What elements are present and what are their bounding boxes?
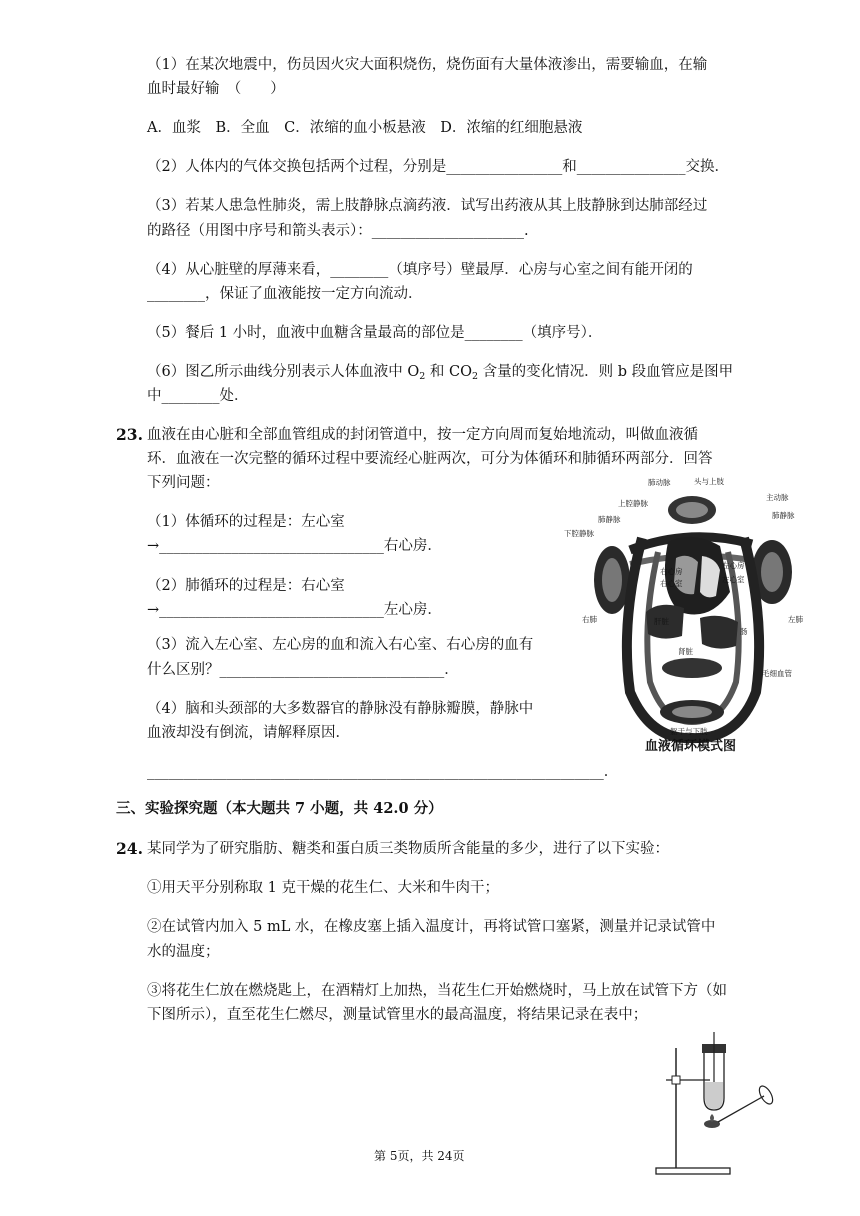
label-right-atrium: 右心房 [660,567,683,576]
q23-p3-line2: 什么区别？_______________________________． [147,662,459,678]
blood-circulation-diagram [560,472,818,754]
label-right-ventricle: 右心室 [660,579,683,588]
page-number: 第 5页，共 24页 [374,1149,465,1163]
q24-step3-line2: 下图所示），直至花生仁燃尽，测量试管里水的最高温度，将结果记录在表中； [147,1007,648,1023]
label-pulmonary-artery: 肺动脉 [648,478,671,487]
q23-number: 23. [116,425,143,444]
label-trunk: 躯干与下肢 [670,727,708,736]
q24-step2-line1: ②在试管内加入 5 mL 水，在橡皮塞上插入温度计，再将试管口塞紧，测量并记录试管中 [147,919,716,935]
q22-p3-line2: 的路径（用图中序号和箭头表示）：_____________________. [147,223,529,239]
q24-step2-line2: 水的温度； [147,944,220,960]
q22-p3-line1: （3）若某人患急性肺炎，需上肢静脉点滴药液．试写出药液从其上肢静脉到达肺部经过 [147,198,708,214]
section-title: 三、实验探究题（本大题共 7 小题，共 42.0 分） [116,800,443,817]
q23-p3-line1: （3）流入左心室、左心房的血和流入右心室、右心房的血有 [147,637,534,653]
q23-p2-line1: （2）肺循环的过程是：右心室 [147,578,345,594]
q23-p1-line1: （1）体循环的过程是：左心室 [147,514,345,530]
q23-p4-answer-line: _______________________________________________________________． [147,764,619,780]
label-left-lung: 左肺 [788,615,803,624]
q22-p6-line2: 中________处． [147,388,249,404]
label-right-lung: 右肺 [582,615,597,624]
label-left-atrium: 左心房 [722,561,745,570]
q23-intro-line3: 下列问题： [147,475,220,491]
q24-intro: 某同学为了研究脂肪、糖类和蛋白质三类物质所含能量的多少，进行了以下实验： [147,841,669,857]
q24-number: 24. [116,839,143,858]
q23-p4-line1: （4）脑和头颈部的大多数器官的静脉没有静脉瓣膜，静脉中 [147,701,534,717]
kidney-shape [662,658,722,678]
q22-p2: （2）人体内的气体交换包括两个过程，分别是________________和_______________交换． [147,159,729,175]
label-aorta: 主动脉 [766,493,789,502]
label-kidney: 肾脏 [678,647,693,656]
label-inferior-vena-cava: 下腔静脉 [564,529,594,538]
q24-step1: ①用天平分别称取 1 克干燥的花生仁、大米和牛肉干； [147,880,499,896]
q23-intro-line2: 环．血液在一次完整的循环过程中要流经心脏两次，可分为体循环和肺循环两部分．回答 [147,451,713,467]
label-head: 头与上肢 [694,477,724,486]
label-superior-vena-cava: 上腔静脉 [618,499,648,508]
q22-p1-line1: （1）在某次地震中，伤员因火灾大面积烧伤，烧伤面有大量体液渗出，需要输血，在输 [147,57,708,73]
stand-base [656,1168,730,1174]
label-pulmonary-vein-right: 肺静脉 [772,511,795,520]
water [705,1082,723,1109]
q23-p2-line2: →_______________________________左心房． [147,602,442,618]
label-capillary: 毛细血管 [762,669,792,678]
burning-apparatus-figure [648,1030,788,1180]
label-liver: 肝脏 [654,617,669,626]
q22-p4-line2: ________，保证了血液能按一定方向流动． [147,286,423,302]
label-pulmonary-vein-left: 肺静脉 [598,515,621,524]
q22-p5: （5）餐后 1 小时，血液中血糖含量最高的部位是________（填序号）． [147,325,603,341]
q23-p4-line2: 血液却没有倒流，请解释原因． [147,725,350,741]
q22-p6-text-b: 和 CO [425,364,472,380]
q22-p1-line2: 血时最好输 （ ） [147,81,285,97]
intestine-shape [700,616,738,649]
label-intestine: 肠 [740,627,748,636]
figure-caption: 血液循环模式图 [645,739,737,754]
q22-p6-line1 [147,362,733,387]
q22-p1-options: A．血浆 B．全血 C．浓缩的血小板悬液 D．浓缩的红细胞悬液 [147,120,583,136]
label-left-ventricle: 左心室 [722,575,745,584]
co2-subscript: 2 [471,371,479,382]
q23-intro-line1: 血液在由心脏和全部血管组成的封闭管道中，按一定方向周而复始地流动，叫做血液循 [147,427,698,443]
q22-p6-text-a: （6）图乙所示曲线分别表示人体血液中 O [147,364,420,380]
q22-p4-line1: （4）从心脏壁的厚薄来看，________（填序号）壁最厚．心房与心室之间有能开闭的 [147,262,693,278]
q22-p6-text-c: 含量的变化情况．则 b 段血管应是图甲 [478,364,734,380]
q23-p1-line2: →_______________________________右心房． [147,538,442,554]
q24-step3-line1: ③将花生仁放在燃烧匙上，在酒精灯上加热，当花生仁开始燃烧时，马上放在试管下方（如 [147,983,727,999]
o2-subscript: 2 [419,371,426,382]
